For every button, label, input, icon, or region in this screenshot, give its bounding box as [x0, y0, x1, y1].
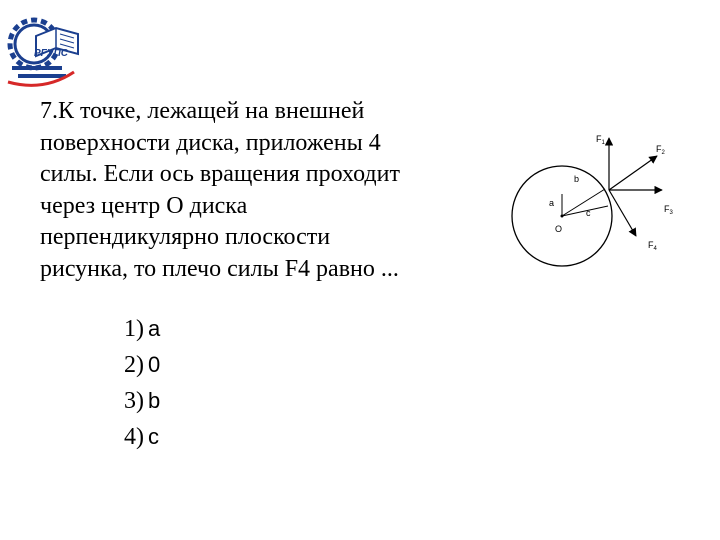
answer-number: 1): [124, 316, 144, 342]
answer-number: 2): [124, 352, 144, 378]
answer-value: c: [148, 424, 159, 449]
label-a: a: [549, 198, 555, 208]
answer-number: 4): [124, 424, 144, 450]
label-c: c: [586, 208, 591, 218]
force-symbol: F: [596, 134, 602, 144]
force-symbol: F: [664, 204, 670, 214]
answer-option-2: [114, 352, 160, 379]
rgups-logo: [4, 6, 82, 88]
answer-value: b: [148, 388, 161, 413]
question-line: через центр О диска: [40, 192, 248, 219]
question-line: 7.К точке, лежащей на внешней: [40, 98, 365, 124]
force-subscript: 3: [669, 210, 673, 216]
answer-value: a: [148, 316, 161, 341]
force-label-4: [648, 240, 658, 252]
force-arrow-2: [609, 156, 657, 190]
force-label-1: [596, 134, 606, 146]
force-subscript: 4: [653, 246, 657, 252]
force-arrow-4: [609, 190, 636, 236]
rails-icon: [8, 68, 74, 85]
answer-option-4: [114, 424, 159, 451]
force-symbol: F: [648, 240, 654, 250]
disk-diagram: [500, 120, 700, 290]
question-line: поверхности диска, приложены 4: [40, 129, 381, 156]
force-label-2: [656, 144, 666, 156]
answer-number: 3): [124, 388, 144, 414]
lever-arm-c: [562, 206, 608, 216]
force-symbol: F: [656, 144, 662, 154]
answer-option-3: [114, 388, 160, 415]
force-subscript: 2: [661, 150, 665, 156]
answer-option-1: [114, 316, 160, 343]
question-line: силы. Если ось вращения проходит: [40, 161, 400, 187]
label-o: O: [555, 224, 563, 234]
question-line: рисунка, то плечо силы F4 равно ...: [40, 255, 399, 282]
lever-arm-b: [562, 189, 605, 216]
logo-text: РГУПС: [34, 48, 68, 59]
question-text: [40, 96, 480, 285]
question-line: перпендикулярно плоскости: [40, 224, 331, 250]
force-subscript: 1: [601, 140, 605, 146]
force-label-3: [664, 204, 674, 216]
label-b: b: [574, 174, 580, 184]
answer-value: 0: [148, 352, 161, 377]
